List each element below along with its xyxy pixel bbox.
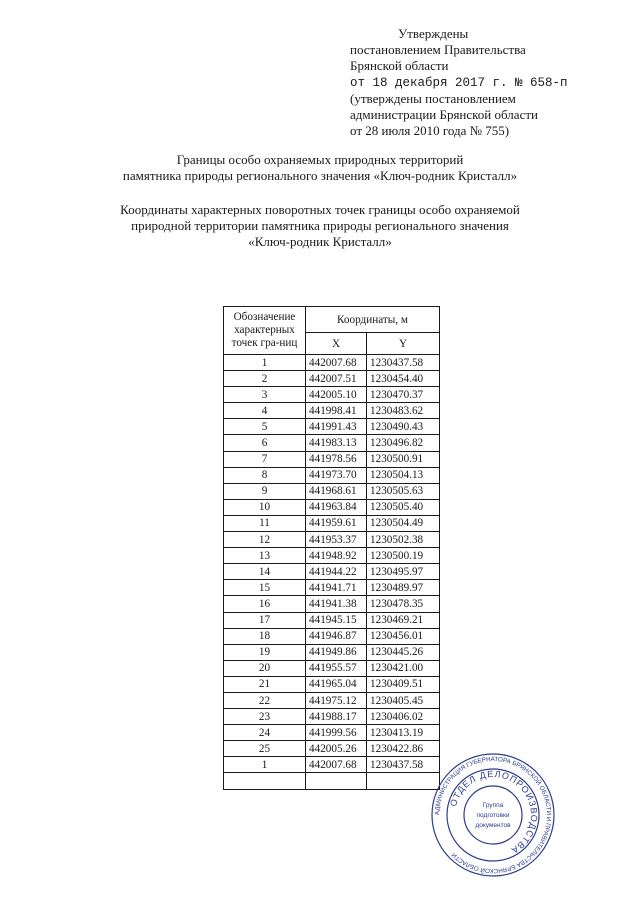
cell-x: 442005.26 [306,741,367,757]
cell-x: 441959.61 [306,515,367,531]
cell-point-number: 16 [224,596,306,612]
table-row [224,548,440,564]
cell-y: 1230496.82 [367,435,440,451]
cell-y: 1230504.13 [367,467,440,483]
cell-x: 441988.17 [306,709,367,725]
cell-point-number: 9 [224,483,306,499]
cell-y: 1230456.01 [367,628,440,644]
cell-point-number: 4 [224,403,306,419]
table-row [224,757,440,773]
table-row [224,676,440,692]
cell-y: 1230470.37 [367,387,440,403]
header-x: X [306,333,367,355]
cell-y: 1230478.35 [367,596,440,612]
table-row [224,725,440,741]
cell-y: 1230505.40 [367,499,440,515]
table-row [224,419,440,435]
table-row [224,580,440,596]
table-row [224,355,440,371]
approval-line: постановлением Правительства [350,42,526,58]
cell-point-number: 13 [224,548,306,564]
cell-point-number: 1 [224,355,306,371]
table-row [224,515,440,531]
approval-line: от 28 июля 2010 года № 755) [350,123,510,139]
round-seal-stamp [430,752,556,878]
cell-point-number: 20 [224,660,306,676]
table-row [224,435,440,451]
cell-x: 441999.56 [306,725,367,741]
header-point: Обозначение характерных точек гра-ниц [224,307,306,355]
cell-x: 442007.51 [306,371,367,387]
cell-x: 441955.57 [306,660,367,676]
cell-empty [306,773,367,789]
cell-x: 441944.22 [306,564,367,580]
table-row [224,612,440,628]
cell-point-number: 10 [224,499,306,515]
cell-empty [224,773,306,789]
cell-y: 1230500.19 [367,548,440,564]
cell-point-number: 23 [224,709,306,725]
cell-y: 1230409.51 [367,676,440,692]
cell-x: 441941.71 [306,580,367,596]
cell-empty [367,773,440,789]
table-caption-line: природной территории памятника природы регионального значения [131,218,509,233]
seal-center-line: документов [475,822,511,829]
cell-point-number: 3 [224,387,306,403]
approval-block [350,26,630,139]
cell-y: 1230437.58 [367,355,440,371]
seal-inner-text: ОТДЕЛ ДЕЛОПРОИЗВОДСТВА [448,768,540,856]
cell-x: 442007.68 [306,757,367,773]
table-caption [0,202,640,250]
table-row [224,499,440,515]
cell-y: 1230500.91 [367,451,440,467]
cell-y: 1230489.97 [367,580,440,596]
cell-point-number: 12 [224,532,306,548]
seal-outer-text: АДМИНИСТРАЦИЯ ГУБЕРНАТОРА БРЯНСКОЙ ОБЛАСТИ И ПРАВИТЕЛЬСТВА БРЯНСКОЙ ОБЛАСТИ [433,755,553,875]
table-row [224,596,440,612]
cell-x: 442005.10 [306,387,367,403]
cell-point-number: 7 [224,451,306,467]
table-row [224,692,440,708]
cell-point-number: 25 [224,741,306,757]
cell-point-number: 18 [224,628,306,644]
table-row-empty [224,773,440,789]
cell-point-number: 24 [224,725,306,741]
cell-y: 1230490.43 [367,419,440,435]
cell-x: 441963.84 [306,499,367,515]
cell-point-number: 15 [224,580,306,596]
cell-point-number: 22 [224,692,306,708]
table-row [224,644,440,660]
cell-y: 1230406.02 [367,709,440,725]
table-row [224,483,440,499]
cell-point-number: 17 [224,612,306,628]
cell-x: 442007.68 [306,355,367,371]
cell-point-number: 6 [224,435,306,451]
cell-x: 441949.86 [306,644,367,660]
table-caption-line: Координаты характерных поворотных точек границы особо охраняемой [120,202,520,217]
cell-point-number: 8 [224,467,306,483]
cell-x: 441978.56 [306,451,367,467]
table-row [224,741,440,757]
table-row [224,451,440,467]
cell-point-number: 19 [224,644,306,660]
document-title-line: Границы особо охраняемых природных территорий [176,152,464,167]
approval-line: Брянской области [350,58,449,74]
cell-x: 441975.12 [306,692,367,708]
cell-y: 1230405.45 [367,692,440,708]
table-row [224,564,440,580]
cell-x: 441968.61 [306,483,367,499]
cell-x: 441991.43 [306,419,367,435]
cell-y: 1230502.38 [367,532,440,548]
table-row [224,467,440,483]
cell-y: 1230413.19 [367,725,440,741]
cell-x: 441948.92 [306,548,367,564]
cell-y: 1230422.86 [367,741,440,757]
cell-y: 1230454.40 [367,371,440,387]
table-row [224,387,440,403]
cell-point-number: 21 [224,676,306,692]
table-row [224,403,440,419]
cell-y: 1230483.62 [367,403,440,419]
table-row [224,371,440,387]
cell-y: 1230469.21 [367,612,440,628]
cell-point-number: 1 [224,757,306,773]
cell-y: 1230421.00 [367,660,440,676]
cell-point-number: 5 [224,419,306,435]
table-row [224,628,440,644]
cell-x: 441941.38 [306,596,367,612]
document-title [0,152,640,184]
table-row [224,532,440,548]
approval-line: (утверждены постановлением [350,90,516,106]
approval-line: администрации Брянской области [350,107,538,123]
cell-point-number: 2 [224,371,306,387]
cell-x: 441965.04 [306,676,367,692]
seal-center-line: подготовки [476,812,510,819]
cell-y: 1230445.26 [367,644,440,660]
cell-x: 441998.41 [306,403,367,419]
cell-y: 1230504.49 [367,515,440,531]
coordinates-table [223,306,440,790]
cell-x: 441973.70 [306,467,367,483]
approval-date-number: от 18 декабря 2017 г. № 658-п [350,75,568,90]
document-title-line: памятника природы регионального значения «Ключ-родник Кристалл» [122,168,518,183]
table-row [224,660,440,676]
header-y: Y [367,333,440,355]
approval-heading: Утверждены [398,26,469,41]
table-caption-line: «Ключ-родник Кристалл» [248,234,392,249]
cell-point-number: 14 [224,564,306,580]
cell-y: 1230505.63 [367,483,440,499]
cell-x: 441945.15 [306,612,367,628]
cell-x: 441946.87 [306,628,367,644]
cell-x: 441953.37 [306,532,367,548]
seal-center-line: Группа [482,802,504,809]
cell-point-number: 11 [224,515,306,531]
table-row [224,709,440,725]
cell-x: 441983.13 [306,435,367,451]
header-coordinates: Координаты, м [306,307,440,333]
table-body [224,355,440,773]
cell-y: 1230437.58 [367,757,440,773]
cell-y: 1230495.97 [367,564,440,580]
